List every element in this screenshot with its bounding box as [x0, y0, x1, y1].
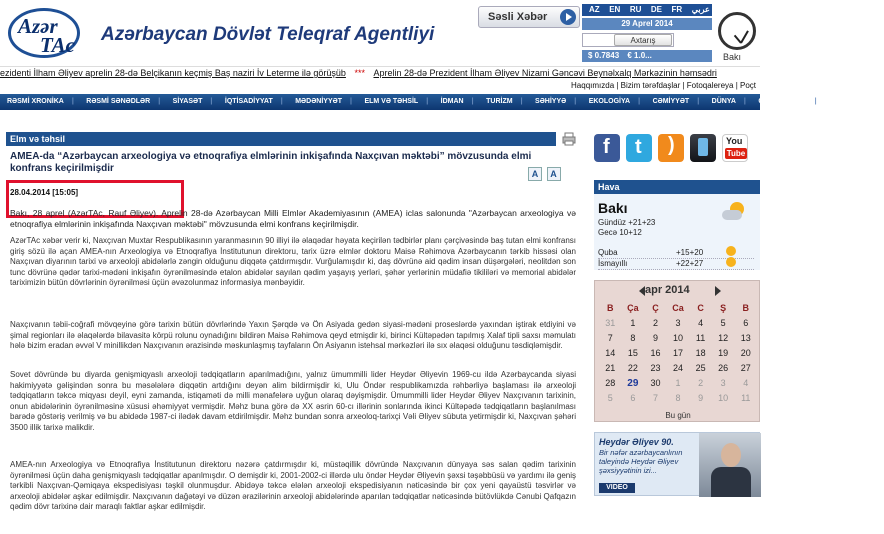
- twitter-icon[interactable]: [626, 134, 652, 162]
- calendar-day[interactable]: 30: [650, 378, 661, 388]
- youtube-icon[interactable]: You Tube: [722, 134, 748, 162]
- logo-line2: TAc: [40, 33, 75, 57]
- calendar-day[interactable]: 1: [675, 378, 681, 388]
- promo-video-label[interactable]: VIDEO: [599, 483, 635, 493]
- nav-resmi-senedler[interactable]: RƏSMİ SƏNƏDLƏR |: [86, 94, 160, 110]
- calendar-day[interactable]: 25: [695, 363, 706, 373]
- calendar-day[interactable]: 2: [698, 378, 704, 388]
- weather-row-temp: +15+20: [676, 248, 704, 257]
- rate-eur: € 1.0...: [627, 51, 652, 60]
- calendar-day[interactable]: 3: [675, 318, 681, 328]
- font-increase-icon[interactable]: A: [528, 167, 542, 181]
- calendar-day[interactable]: 15: [627, 348, 638, 358]
- ticker-item[interactable]: ezidenti İlham Əliyev aprelin 28-də Belçikanın keçmiş Baş naziri İv Leterme ilə görüşüb: [0, 68, 346, 78]
- article-paragraph: Sovet dövründə bu diyarda genişmiqyaslı arxeoloji tədqiqatların aparılmadığını, yalnız ümummilli lider Heydər Əliyevin 1969-cu ildə Azərbaycanda siyasi hakimiyyətə gəlişindən sonra bu məsələlərə diqqətin artdığını deyən alim bildirmişdir ki, Ulu Öndər respublikamızda rəhbərliyə başlaması ilə arxeoloji tədqiqatların təkcə miqyası deyil, eyni zamanda, istiqaməti də milli mənafelərə uyğun olaraq dəyişmişdir. Ümummilli lider Heydər Əliyev Naxçıvanın tarixinin, onun abidələrinin öyrənilməsinə xüsusi əhəmiyyət vermişdir. Məhz buna görə də XX əsrin 60-cı illərinin sonlarında ikinci Kültəpədə tədqiqatların başlanılması barədə göstəriş verilmiş və bu abidədə 1987-ci ilədək davam etdirilmişdir. Məhz bundan sonra arxeoloq-tarixçi Vəli Əliyev sübuta yetirmişdir ki, Naxçıvan şəhəri 3500 illik tarixə malikdir.: [10, 370, 576, 432]
- sun-icon: [726, 246, 736, 256]
- nav-idman[interactable]: İDMAN |: [441, 94, 474, 110]
- calendar-day[interactable]: 9: [652, 333, 658, 343]
- calendar-grid: [599, 301, 757, 406]
- calendar-day[interactable]: 11: [695, 333, 706, 343]
- calendar-week: [599, 316, 757, 331]
- calendar-header: [595, 281, 761, 299]
- calendar-day[interactable]: 27: [740, 363, 751, 373]
- weather-title: Hava: [594, 180, 760, 194]
- calendar-day[interactable]: 3: [720, 378, 726, 388]
- print-icon[interactable]: [562, 132, 576, 146]
- article-date: 28.04.2014 [15:05]: [10, 188, 79, 197]
- calendar-next-icon[interactable]: [715, 286, 721, 296]
- calendar-widget: [594, 280, 760, 422]
- calendar-day[interactable]: 8: [630, 333, 636, 343]
- calendar-today-link[interactable]: Bu gün: [665, 411, 691, 420]
- weather-row-temp: +22+27: [676, 259, 704, 268]
- calendar-month: apr 2014: [645, 284, 690, 296]
- calendar-day[interactable]: 18: [695, 348, 706, 358]
- current-date: 29 Aprel 2014: [582, 18, 712, 30]
- calendar-day[interactable]: 14: [605, 348, 616, 358]
- nav-siyaset[interactable]: SİYASƏT |: [173, 94, 213, 110]
- calendar-day[interactable]: 21: [605, 363, 616, 373]
- news-ticker: [0, 66, 760, 80]
- weather-night: Gecə 10+12: [598, 228, 642, 237]
- font-decrease-icon[interactable]: A: [547, 167, 561, 181]
- main-navigation: [0, 94, 873, 110]
- calendar-day[interactable]: 10: [673, 333, 684, 343]
- calendar-day[interactable]: 31: [605, 318, 616, 328]
- nav-ekologiya[interactable]: EKOLOGİYA |: [589, 94, 640, 110]
- sun-icon: [726, 257, 736, 267]
- calendar-weekday: Ça: [627, 303, 639, 313]
- calendar-day[interactable]: 17: [673, 348, 684, 358]
- calendar-day[interactable]: 6: [743, 318, 749, 328]
- calendar-day[interactable]: 10: [718, 393, 729, 403]
- nav-resmi-xronika[interactable]: RƏSMİ XRONİKA |: [7, 94, 74, 110]
- azertac-logo[interactable]: [6, 6, 96, 60]
- calendar-day[interactable]: 19: [718, 348, 729, 358]
- clock-label: Bakı: [723, 52, 742, 62]
- logo-line1: Azər: [18, 14, 58, 38]
- ticker-separator: ***: [354, 68, 365, 78]
- calendar-weekday: B: [742, 303, 749, 313]
- lang-fr[interactable]: FR: [671, 5, 683, 14]
- search-button[interactable]: Axtarış: [614, 34, 672, 46]
- calendar-weekday: Ç: [652, 303, 659, 313]
- calendar-day[interactable]: 2: [652, 318, 658, 328]
- calendar-weekday: Ca: [672, 303, 684, 313]
- calendar-day[interactable]: 26: [718, 363, 729, 373]
- calendar-day[interactable]: 4: [698, 318, 704, 328]
- calendar-day[interactable]: 5: [720, 318, 726, 328]
- calendar-day[interactable]: 11: [741, 393, 751, 403]
- article-paragraph: Naxçıvanın təbii-coğrafi mövqeyinə görə tarixin bütün dövrlərində Yaxın Şərqdə və Ön Asiyada gedən siyasi-mədəni proseslərdə yaxından iştirak etdiyini və şimal regionları ilə əlaqələrdə bilavasitə körpü rolunu oynadığını bildirən Maisə Rəhimova qeyd etmişdir ki, birinci Kültəpədən tapılmış Xalaf tipli saxsı məmulatı hələ bizim eradan əvvəl V minillikdən Naxçıvanın ərazisində məskunlaşmış tayfaların Ön Asiyanın istehsal mərkəzləri ilə sıx əlaqəsi olduğunu təsdiqləmişdir.: [10, 320, 576, 350]
- weather-day: Gündüz +21+23: [598, 218, 656, 227]
- nav-medeniyyet[interactable]: MƏDƏNİYYƏT |: [295, 94, 352, 110]
- clock-minute-hand: [740, 30, 749, 43]
- calendar-weekday: C: [697, 303, 704, 313]
- lang-ar[interactable]: عربي: [691, 5, 710, 14]
- calendar-weekday: B: [607, 303, 614, 313]
- calendar-day[interactable]: 13: [740, 333, 751, 343]
- sesli-xeber-label: Səsli Xəbər: [488, 11, 548, 23]
- nav-multimedia[interactable]: MULTİMEDİA: [829, 98, 873, 105]
- article-lead: Bakı, 28 aprel (AzərTAc, Rauf Əliyev). Aprelin 28-də Azərbaycan Milli Elmlər Akademiyasının (AMEA) iclas salonunda "Azərbaycan arxeologiya və etnoqrafiya elmlərinin inkişafında Naxçıvan məktəbi" mövzusunda elmi konfrans keçirilmişdir.: [10, 208, 576, 229]
- calendar-day[interactable]: 9: [698, 393, 704, 403]
- calendar-day[interactable]: 12: [718, 333, 729, 343]
- top-links[interactable]: Haqqımızda | Bizim tərəfdaşlar | Fotoqalereya | Poçt: [571, 81, 756, 90]
- mobile-icon[interactable]: [690, 134, 716, 162]
- calendar-day[interactable]: 6: [630, 393, 636, 403]
- nav-qan-yaddasi[interactable]: QAN YADDAŞI |: [758, 94, 816, 110]
- calendar-day[interactable]: 7: [607, 333, 613, 343]
- clock-icon: [718, 12, 756, 50]
- lang-en[interactable]: EN: [609, 5, 621, 14]
- lang-ru[interactable]: RU: [629, 5, 642, 14]
- lang-de[interactable]: DE: [650, 5, 663, 14]
- nav-iqtisadiyyat[interactable]: İQTİSADİYYAT |: [225, 94, 283, 110]
- font-size-controls: [526, 167, 561, 181]
- weather-city: Bakı: [598, 200, 628, 216]
- clock-widget: [716, 4, 756, 62]
- nav-sehiyye[interactable]: SƏHİYYƏ |: [535, 94, 576, 110]
- social-links: [594, 134, 754, 168]
- currency-rates: [582, 50, 712, 62]
- weather-widget: [594, 180, 760, 270]
- nav-turizm[interactable]: TURİZM |: [486, 94, 522, 110]
- site-header: [0, 0, 760, 66]
- article-column: [6, 132, 580, 534]
- calendar-weekday: Ş: [720, 303, 727, 313]
- calendar-day[interactable]: 23: [650, 363, 661, 373]
- calendar-day[interactable]: 24: [673, 363, 684, 373]
- language-bar: [582, 4, 712, 16]
- facebook-icon[interactable]: [594, 134, 620, 162]
- calendar-week: [599, 376, 757, 391]
- calendar-day[interactable]: 28: [605, 378, 616, 388]
- promo-text: Bir nəfər azərbaycanlının taleyində Heydər Əliyev şəxsiyyətinin izi...: [599, 448, 683, 475]
- promo-title: Heydər Əliyev 90.: [599, 437, 674, 447]
- calendar-week: [599, 361, 757, 376]
- calendar-day[interactable]: 16: [650, 348, 661, 358]
- calendar-day[interactable]: 22: [627, 363, 638, 373]
- rate-usd: $ 0.7843: [588, 51, 620, 60]
- rss-icon[interactable]: [658, 134, 684, 162]
- calendar-day[interactable]: 7: [652, 393, 658, 403]
- calendar-day[interactable]: 29: [627, 378, 639, 389]
- calendar-week: [599, 331, 757, 346]
- ticker-item[interactable]: Aprelin 28-də Prezident İlham Əliyev Nizami Gəncəvi Beynəlxalq Mərkəzinin həmsədri: [373, 68, 717, 78]
- calendar-day[interactable]: 4: [743, 378, 749, 388]
- calendar-day[interactable]: 8: [675, 393, 681, 403]
- weather-row-city: İsmayıllı: [598, 259, 628, 268]
- calendar-week: [599, 391, 757, 406]
- portrait-image: [699, 433, 761, 497]
- heydar-aliyev-promo[interactable]: [594, 432, 760, 496]
- play-icon: [560, 9, 576, 25]
- partly-cloudy-icon: [720, 200, 748, 222]
- section-title[interactable]: Elm və təhsil: [6, 132, 556, 146]
- calendar-week: [599, 346, 757, 361]
- nav-elm-ve-tehsil[interactable]: ELM VƏ TƏHSİL |: [364, 94, 428, 110]
- agency-title: Azərbaycan Dövlət Teleqraf Agentliyi: [101, 24, 435, 45]
- nav-dunya[interactable]: DÜNYA |: [712, 94, 746, 110]
- calendar-day[interactable]: 20: [740, 348, 751, 358]
- sesli-xeber-button[interactable]: [478, 6, 580, 28]
- article-title: AMEA-da “Azərbaycan arxeologiya və etnoqrafiya elmlərinin inkişafında Naxçıvan məktəbi” mövzusunda elmi konfrans keçirilmişdir: [10, 151, 532, 174]
- article-paragraph: AMEA-nın Arxeologiya və Etnoqrafiya İnstitutunun direktoru nəzərə çatdırmışdır ki, müstəqillik dövründə Naxçıvanın dünyaya səs salan qədim tarixinin öyrənilməsi üçün daha genişmiqyaslı tədqiqatlar aparılmışdır. O demişdir ki, 2001-2002-ci illərdə ulu öndər Heydər Əliyevin şəxsi təşəbbüsü və yardımı ilə geniş tərkibli Naxçıvan-Qəmiqaya ekspedisiyası təşkil olunmuşdur. Abidəyə təkcə elələn arxeoloji ekspedisiyanın nəticəsində bir çox yeni qayaüstü təsvirlər və arxeoloji abidələr aşkar edilmişdir. Naxçıvanın dağətəyi və düzən ərazilərinin arxeoloji abidələrində aparılan tədqiqatlar nəticəsində bütövlükdə Cənubi Qafqazın qədim dövr tarixinə dair maraqlı faktlar aşkar edilmişdir.: [10, 460, 576, 511]
- calendar-day[interactable]: 5: [607, 393, 613, 403]
- lang-az[interactable]: AZ: [589, 5, 600, 14]
- weather-row-city: Quba: [598, 248, 618, 257]
- article-paragraph: AzərTAc xəbər verir ki, Naxçıvan Muxtar Respublikasının yaranmasının 90 illiyi ilə əlaqədar həyata keçirilən tədbirlər planı çərçivəsində baş tutan elmi konfransı giriş sözü ilə açan AMEA-nın Arxeologiya və Etnoqrafiya İnstitutunun direktoru, tarix üzrə elmlər doktoru Maisə Rəhimova Azərbaycanın tərkib hissəsi olan Naxçıvan diyarının tarixi və arxeoloji abidələrlə zəngin olduğunu diqqətə çatdırmışdır. Vurğulamışdır ki, daş dövrünə aid qədim insan düşərgələri, neolitdən son tunc dövrünə qədər tarixi-mədəni inkişafın öyrənilməsində etalon abidələr sayılan qədim yaşayış yerləri, şəhər yerlərinin müdafiə tikililəri və memorial abidələr tariximizin bütün dövrlərinin öyrənilməsi üçün əvəzolunmaz informasiya mənbəyidir.: [10, 236, 576, 287]
- calendar-weekdays: [599, 301, 757, 316]
- calendar-day[interactable]: 1: [630, 318, 636, 328]
- nav-cemiyyet[interactable]: CƏMİYYƏT |: [653, 94, 700, 110]
